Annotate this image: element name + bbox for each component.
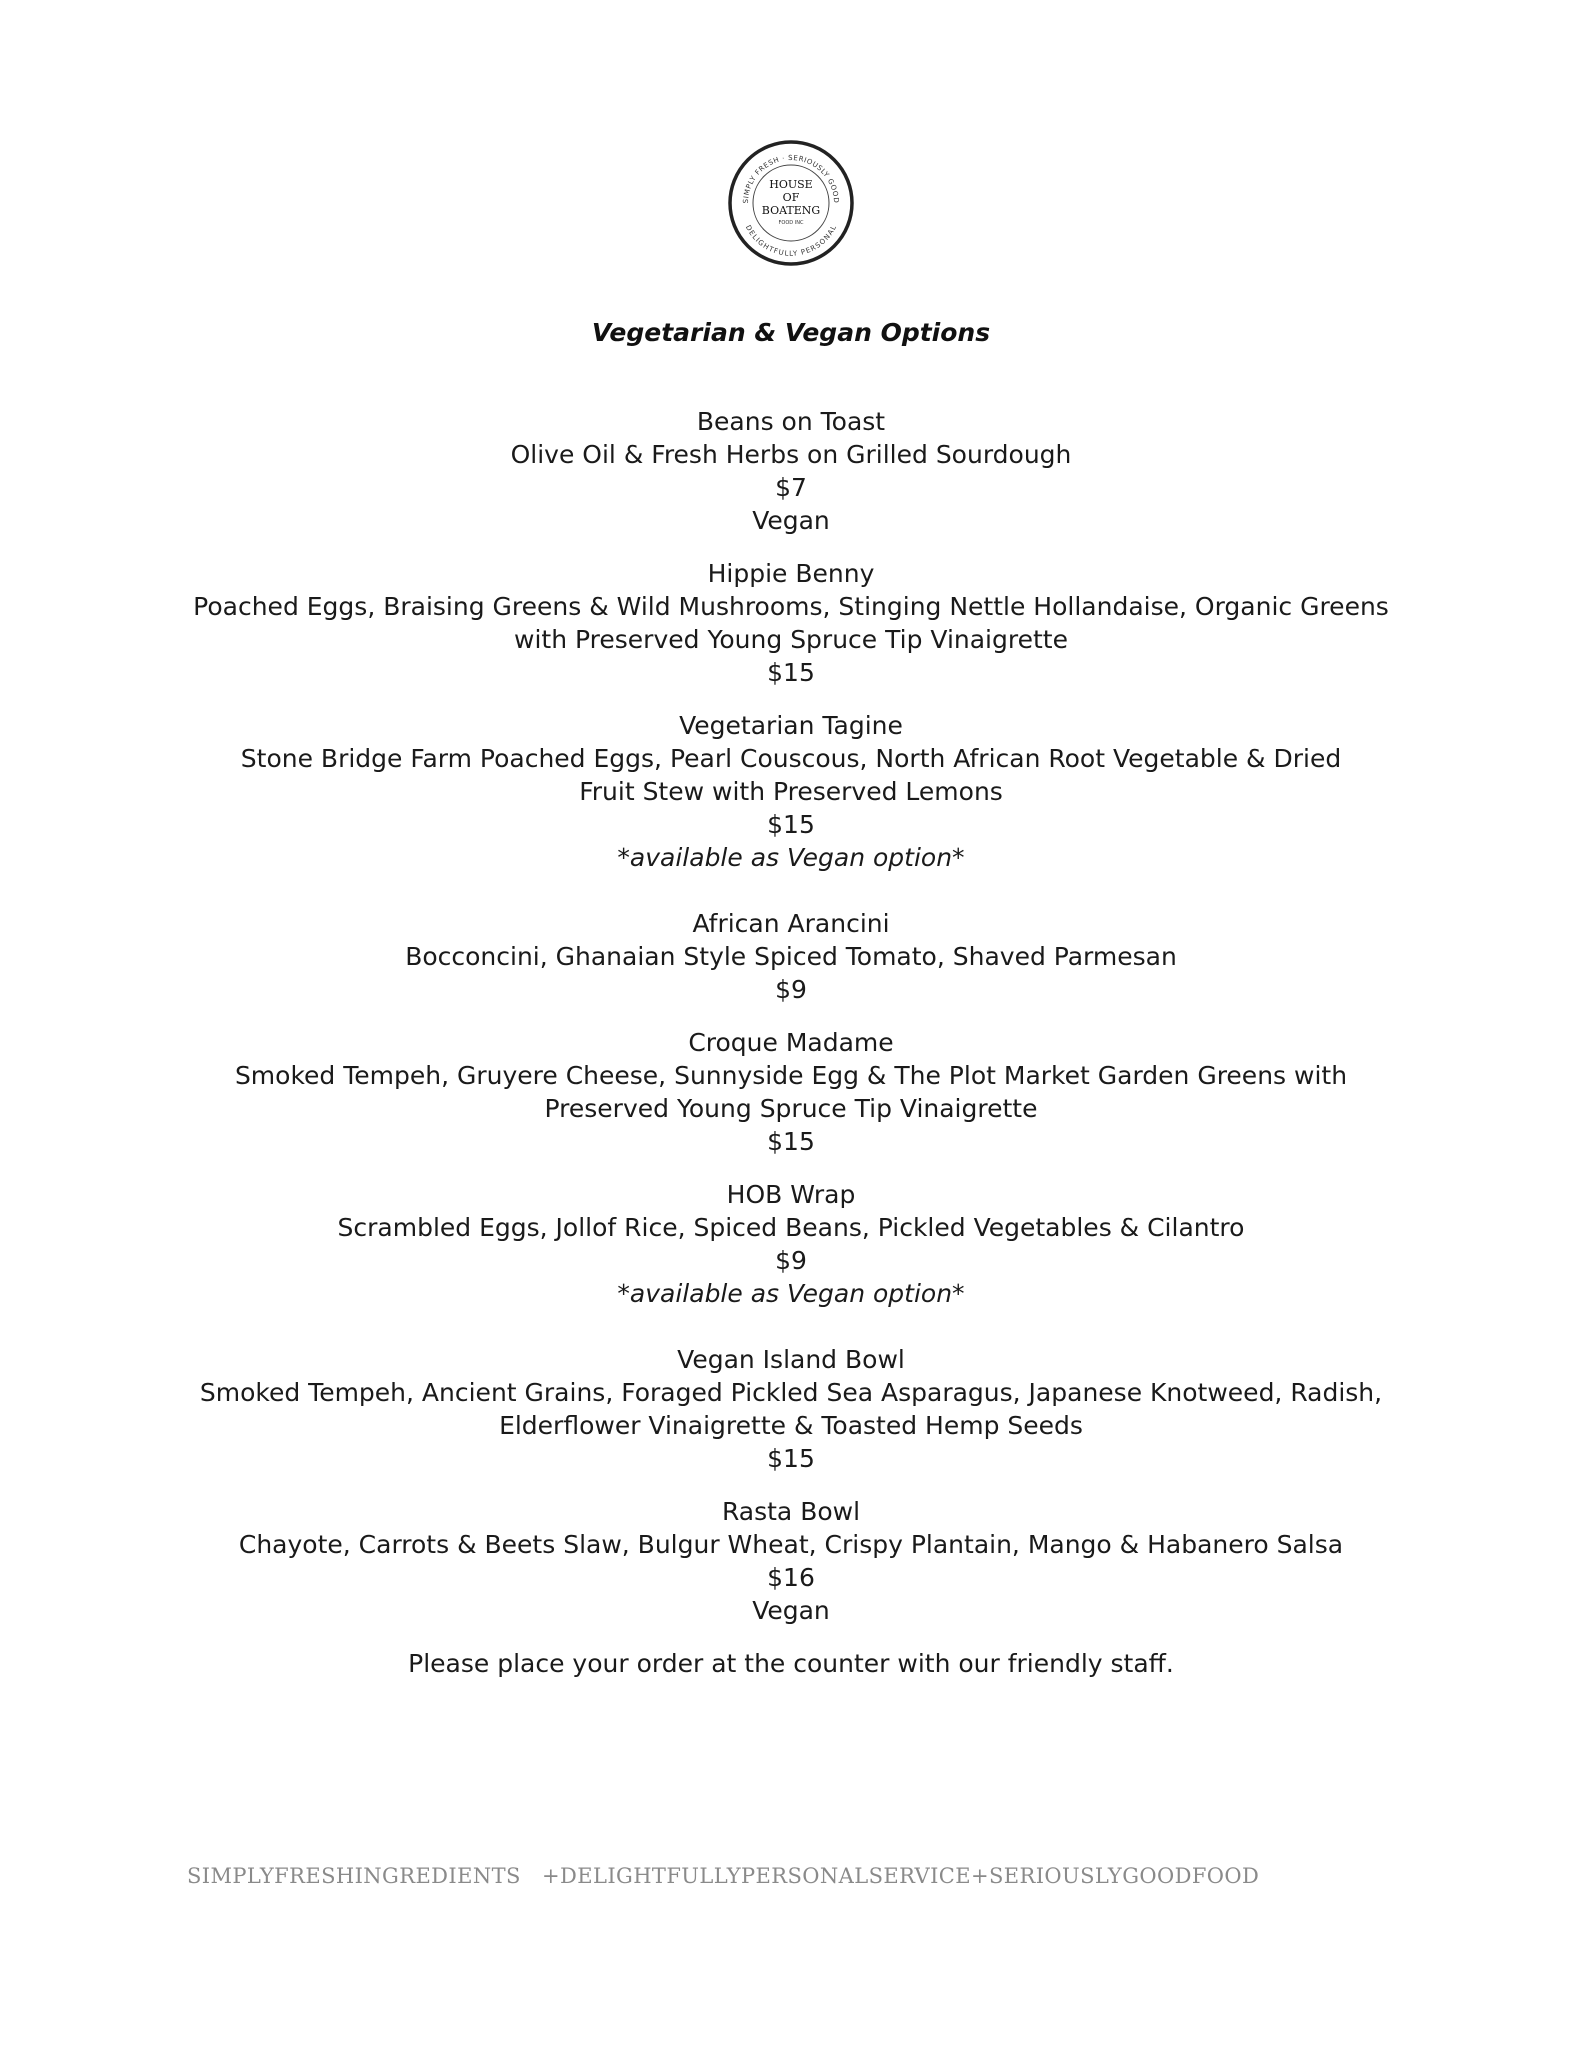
item-price: $9 <box>775 1246 807 1275</box>
item-price: $16 <box>767 1563 815 1592</box>
item-price: $15 <box>767 1444 815 1473</box>
menu-item <box>120 1026 1462 1158</box>
house-of-boateng-logo <box>726 138 856 268</box>
item-name: HOB Wrap <box>726 1180 856 1209</box>
item-tag: Vegan <box>752 506 830 535</box>
item-description: Olive Oil & Fresh Herbs on Grilled Sourdough <box>510 440 1072 469</box>
item-description: Bocconcini, Ghanaian Style Spiced Tomato, Shaved Parmesan <box>405 942 1177 971</box>
logo-ring-top-text: SIMPLY FRESH · SERIOUSLY GOOD <box>741 153 841 204</box>
footer-tagline: SIMPLYFRESHINGREDIENTS +DELIGHTFULLYPERSONALSERVICE+SERIOUSLYGOODFOOD <box>187 1864 1260 1888</box>
item-description: Smoked Tempeh, Gruyere Cheese, Sunnyside Egg & The Plot Market Garden Greens with <box>234 1061 1348 1090</box>
item-name: African Arancini <box>692 909 890 938</box>
logo-ring-bottom-text: DELIGHTFULLY PERSONAL <box>743 223 839 258</box>
item-description: Elderflower Vinaigrette & Toasted Hemp Seeds <box>499 1411 1083 1440</box>
closing-note: Please place your order at the counter with our friendly staff. <box>408 1649 1174 1678</box>
item-note: *available as Vegan option* <box>617 1279 965 1308</box>
menu-item <box>120 1343 1462 1475</box>
item-description: Fruit Stew with Preserved Lemons <box>579 777 1003 806</box>
item-name: Rasta Bowl <box>721 1497 861 1526</box>
item-name: Vegetarian Tagine <box>679 711 903 740</box>
menu-heading: Vegetarian & Vegan Options <box>591 318 991 347</box>
item-name: Vegan Island Bowl <box>677 1345 905 1374</box>
menu-item <box>120 907 1462 1006</box>
item-description: Scrambled Eggs, Jollof Rice, Spiced Beans, Pickled Vegetables & Cilantro <box>337 1213 1245 1242</box>
item-price: $9 <box>775 975 807 1004</box>
menu-item <box>120 1495 1462 1627</box>
item-price: $7 <box>775 473 807 502</box>
logo-line-of: OF <box>782 191 800 204</box>
item-name: Beans on Toast <box>696 407 886 436</box>
logo-line-house: HOUSE <box>769 178 813 191</box>
logo-line-boateng: BOATENG <box>761 204 821 217</box>
item-tag: Vegan <box>752 1596 830 1625</box>
logo-seal-graphic <box>726 138 856 268</box>
item-description: Stone Bridge Farm Poached Eggs, Pearl Couscous, North African Root Vegetable & Dried <box>240 744 1342 773</box>
logo-line-food-inc: FOOD INC <box>778 220 804 226</box>
item-description: with Preserved Young Spruce Tip Vinaigrette <box>514 625 1068 654</box>
menu-item <box>120 1178 1462 1310</box>
item-price: $15 <box>767 810 815 839</box>
item-name: Croque Madame <box>688 1028 894 1057</box>
menu-item <box>120 709 1462 874</box>
item-price: $15 <box>767 1127 815 1156</box>
menu-item <box>120 557 1462 689</box>
item-description: Chayote, Carrots & Beets Slaw, Bulgur Wheat, Crispy Plantain, Mango & Habanero Salsa <box>238 1530 1344 1559</box>
item-description: Poached Eggs, Braising Greens & Wild Mushrooms, Stinging Nettle Hollandaise, Organic Greens <box>193 592 1389 621</box>
item-description: Preserved Young Spruce Tip Vinaigrette <box>544 1094 1038 1123</box>
item-name: Hippie Benny <box>707 559 875 588</box>
item-description: Smoked Tempeh, Ancient Grains, Foraged Pickled Sea Asparagus, Japanese Knotweed, Radish, <box>199 1378 1383 1407</box>
item-price: $15 <box>767 658 815 687</box>
item-note: *available as Vegan option* <box>617 843 965 872</box>
menu-item <box>120 405 1462 537</box>
menu-list <box>120 405 1462 1680</box>
